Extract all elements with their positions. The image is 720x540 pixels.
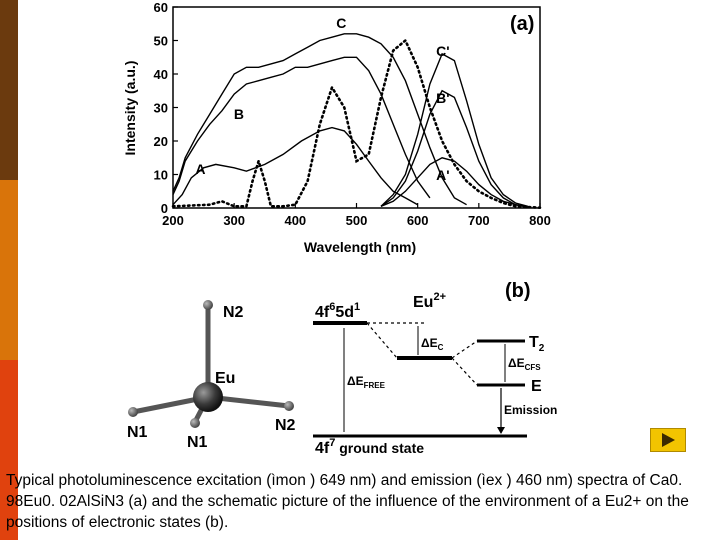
series-annotation-label: C' [436,42,450,59]
series-line-c [173,34,467,205]
label-e: E [531,378,542,395]
energy-level-diagram [115,275,575,465]
series-line-a [173,128,418,205]
series-annotation-label: A [195,160,206,177]
x-tick-label: 300 [223,213,246,228]
x-tick-label: 800 [529,213,551,228]
decorative-side-bar-top [0,0,18,180]
x-tick-label: 600 [406,213,429,228]
arrow-emission-head [497,427,505,434]
x-tick-label: 400 [284,213,307,228]
play-triangle-icon [662,433,675,447]
diagram-panel-label: (b) [505,280,531,302]
plot-area-frame [173,7,540,208]
chart-panel-label: (a) [510,13,535,35]
y-tick-label: 10 [153,167,168,183]
y-tick-label: 0 [160,201,168,216]
series-annotation-label: A' [436,166,450,183]
label-n2-top: N2 [223,304,244,321]
label-eu: Eu [215,370,236,387]
y-tick-label: 50 [153,33,168,49]
y-tick-label: 40 [153,67,168,82]
label-delta-e-c: $\Delta E_C$ [421,336,444,352]
x-tick-label: 700 [467,213,490,228]
y-tick-label: 20 [153,134,168,149]
y-axis-label: Intensity (a.u.) [122,60,138,156]
y-tick-label: 60 [153,0,168,15]
label-n1-bottom: N1 [187,434,208,451]
label-ground-state: $4f^7$ ground state [315,437,425,457]
atom-n1-bottom [190,418,200,428]
label-delta-e-free: $\Delta E_{FREE}$ [347,374,385,390]
label-n1-left: N1 [127,424,148,441]
next-slide-button[interactable] [650,428,686,452]
label-emission: Emission [504,403,558,417]
spectra-chart [115,0,565,265]
label-4f6-5d1: $4f^65d^1$ [315,301,361,321]
decorative-side-bar-middle [0,180,18,360]
atom-n2-right [284,401,294,411]
series-annotation-label: B' [436,89,450,106]
series-annotation-label: B [233,105,245,122]
figure-caption: Typical photoluminescence excitation (ìmon ) 649 nm) and emission (ìex ) 460 nm) spectra of Ca0. 98Eu0. 02AlSiN3 (a) and the schematic picture of the influence of the environment of a Eu2+ on the positions of electronic states (b). [6,472,689,531]
ion-label: $Eu^{2+}$ [413,291,446,311]
series-line-b [173,57,430,198]
atom-n2-top [203,300,213,310]
y-tick-label: 30 [153,100,168,116]
series-line-excitationdotted [173,41,540,208]
atom-n1-left [128,407,138,417]
label-delta-e-cfs: $\Delta E_{CFS}$ [508,356,541,372]
x-tick-label: 500 [345,213,368,228]
x-axis-label: Wavelength (nm) [303,239,417,255]
link-to-centroid [367,323,397,358]
x-tick-label: 200 [162,213,184,228]
link-to-e [452,358,477,385]
series-annotation-label: C [336,14,347,31]
link-to-t2 [452,341,477,358]
coordination-molecule [127,300,296,451]
label-n2-right: N2 [275,417,296,434]
label-t2: $T_2$ [529,334,545,354]
